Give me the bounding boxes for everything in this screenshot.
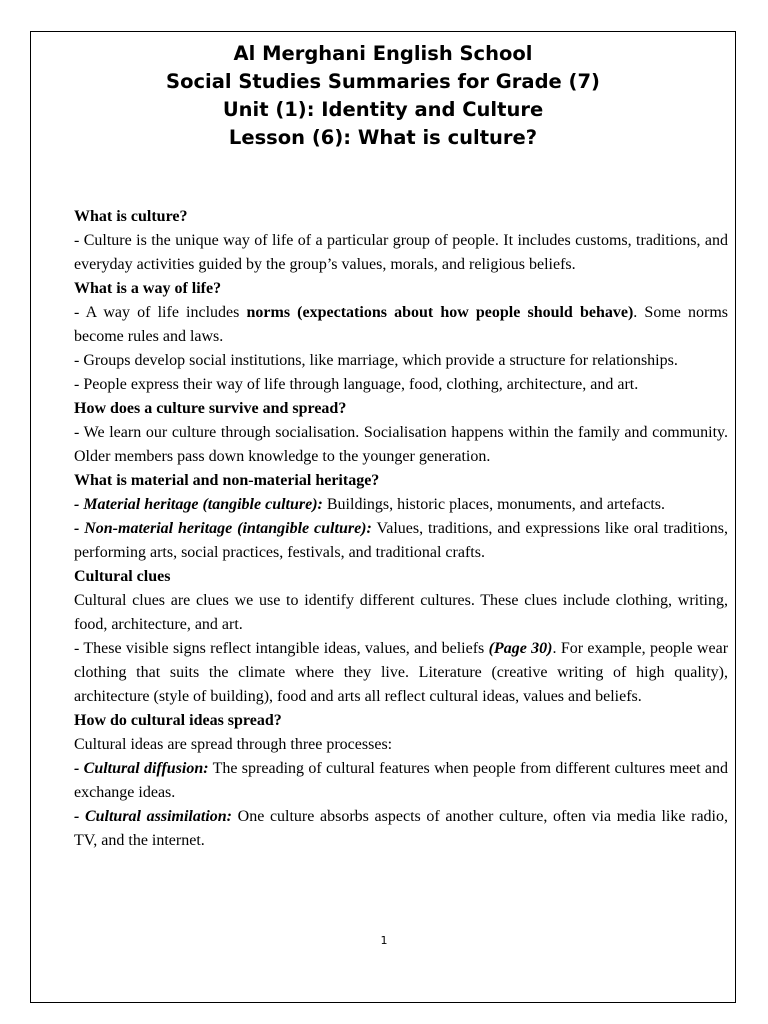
section-heading-way-of-life: What is a way of life? [74, 280, 222, 297]
norms-definition: norms (expectations about how people should behave) [246, 304, 634, 321]
nonmaterial-heritage-label: - Non-material heritage (intangible culture): [74, 520, 372, 537]
paragraph-expression: - People express their way of life through language, food, clothing, architecture, and art. [74, 376, 639, 393]
document-body [74, 205, 728, 853]
norms-suffix: . Some norms become rules and laws. [74, 304, 728, 345]
paragraph-norms [74, 301, 728, 349]
material-heritage-text: Buildings, historic places, monuments, and artefacts. [322, 496, 666, 513]
cultural-assimilation-label: - Cultural assimilation: [74, 808, 232, 825]
paragraph-clues-definition: Cultural clues are clues we use to identify different cultures. These clues include clothing, writing, food, architecture, and art. [74, 592, 728, 633]
paragraph-cultural-assimilation [74, 805, 728, 853]
page-number: 1 [380, 934, 388, 947]
norms-prefix: - A way of life includes [74, 304, 247, 321]
paragraph-nonmaterial-heritage [74, 517, 728, 565]
lesson-title: Lesson (6): What is culture? [228, 126, 538, 149]
cultural-assimilation-text: One culture absorbs aspects of another culture, often via media like radio, TV, and the internet. [74, 808, 728, 849]
material-heritage-label: - Material heritage (tangible culture): [74, 496, 323, 513]
section-heading-culture: What is culture? [74, 208, 188, 225]
section-heading-ideas-spread: How do cultural ideas spread? [74, 712, 282, 729]
unit-title: Unit (1): Identity and Culture [222, 98, 544, 121]
cultural-diffusion-text: The spreading of cultural features when people from different cultures meet and exchange ideas. [74, 760, 728, 801]
document-subject: Social Studies Summaries for Grade (7) [166, 70, 600, 93]
section-heading-survive-spread: How does a culture survive and spread? [74, 400, 347, 417]
nonmaterial-heritage-text: Values, traditions, and expressions like oral traditions, performing arts, social practices, festivals, and traditional crafts. [74, 520, 728, 561]
page-reference: (Page 30) [488, 640, 553, 657]
paragraph-cultural-diffusion [74, 757, 728, 805]
visible-signs-suffix: . For example, people wear clothing that suits the climate where they live. Literature (creative writing of high quality), architecture (style of building), food and arts all reflect cultural ideas, values and beliefs. [74, 640, 729, 705]
paragraph-material-heritage [74, 493, 728, 517]
cultural-diffusion-label: - Cultural diffusion: [74, 760, 209, 777]
paragraph-visible-signs [74, 637, 728, 709]
document-header [30, 40, 736, 152]
visible-signs-prefix: - These visible signs reflect intangible ideas, values, and beliefs [74, 640, 489, 657]
section-heading-cultural-clues: Cultural clues [74, 568, 171, 585]
paragraph-three-processes: Cultural ideas are spread through three processes: [74, 736, 393, 753]
school-name: Al Merghani English School [233, 42, 533, 65]
paragraph-socialisation: - We learn our culture through socialisation. Socialisation happens within the family and community. Older members pass down knowledge to the younger generation. [74, 424, 728, 465]
paragraph-institutions: - Groups develop social institutions, like marriage, which provide a structure for relationships. [74, 352, 678, 369]
paragraph-culture-definition: - Culture is the unique way of life of a particular group of people. It includes customs, traditions, and everyday activities guided by the group’s values, morals, and religious beliefs. [74, 232, 728, 273]
section-heading-heritage: What is material and non-material heritage? [74, 472, 380, 489]
